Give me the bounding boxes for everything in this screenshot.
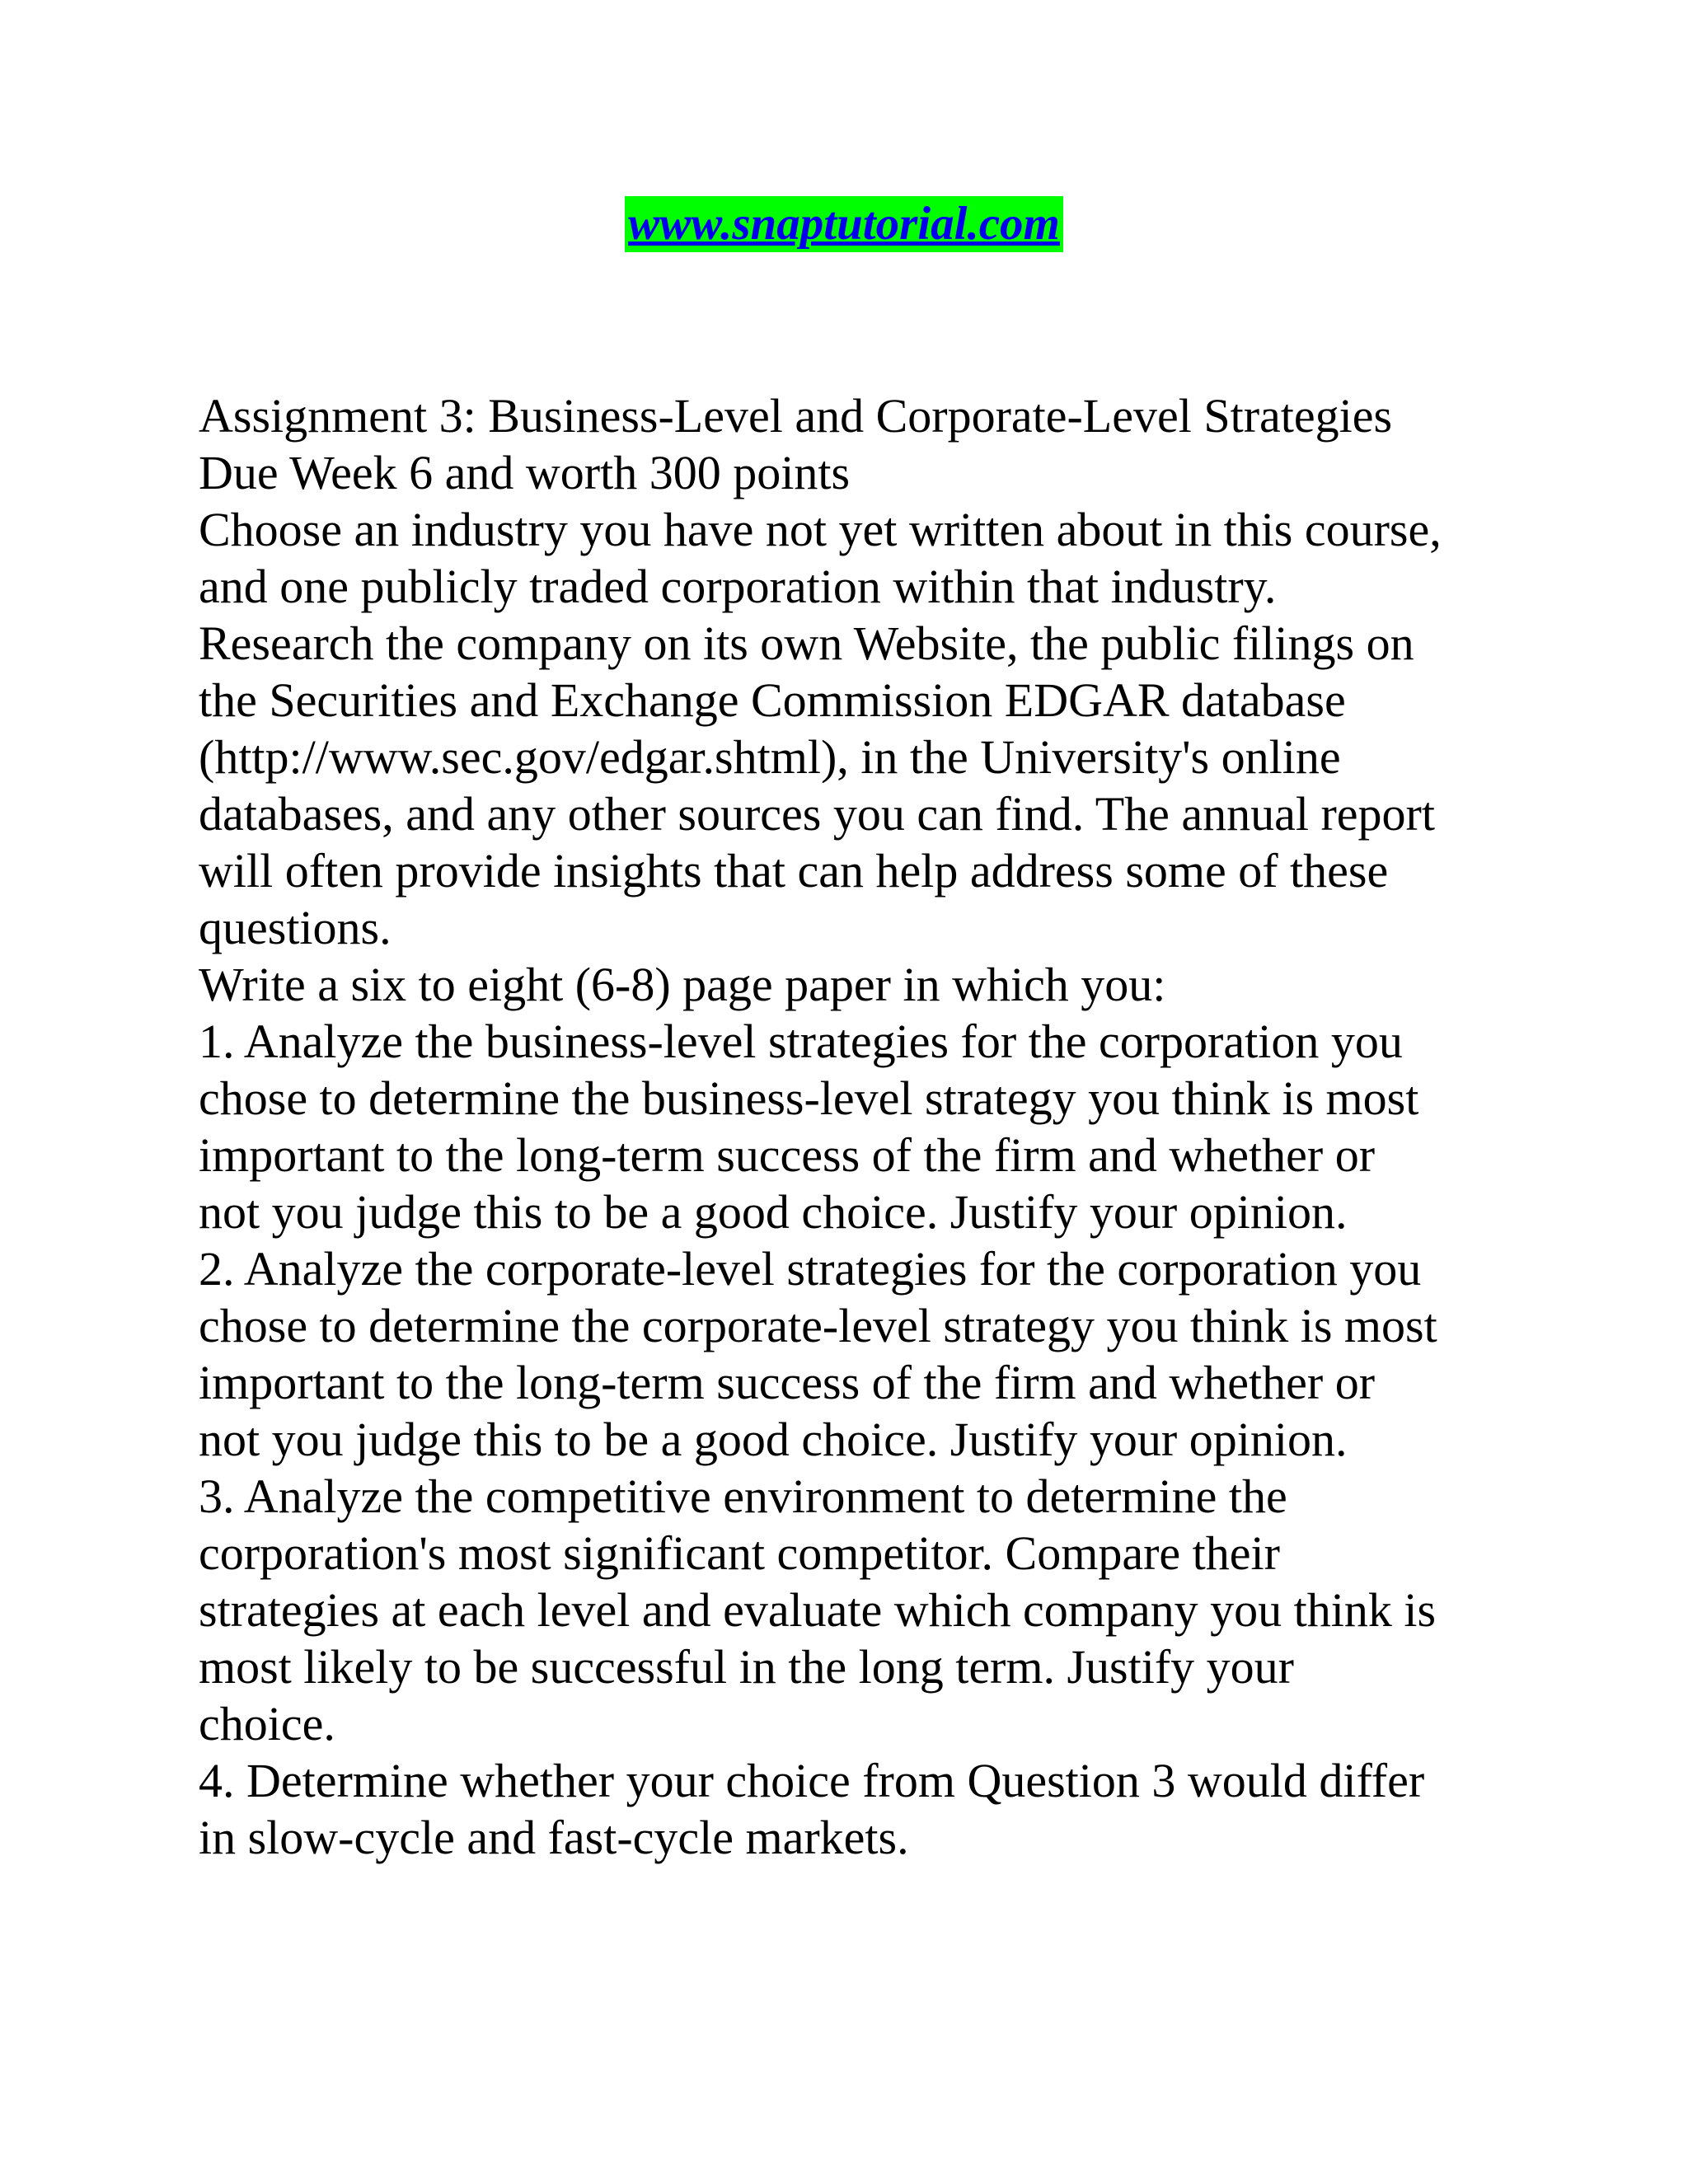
requirement-4-line: 4. Determine whether your choice from Question 3 would differ [199,1754,1425,1807]
body-line: Research the company on its own Website, the public filings on [199,616,1414,670]
requirement-3-line: 3. Analyze the competitive environment to determine the [199,1469,1287,1523]
requirement-1-line: important to the long-term success of the firm and whether or [199,1128,1376,1182]
body-line: and one publicly traded corporation within that industry. [199,560,1277,613]
site-link-container [0,196,1688,252]
body-line: (http://www.sec.gov/edgar.shtml), in the University's online [199,730,1341,784]
requirement-4-line: in slow-cycle and fast-cycle markets. [199,1811,909,1864]
requirement-2-line: not you judge this to be a good choice. Justify your opinion. [199,1413,1348,1466]
assignment-title: Assignment 3: Business-Level and Corporate-Level Strategies [199,389,1393,443]
requirement-3-line: most likely to be successful in the long term. Justify your [199,1640,1294,1694]
body-line: questions. [199,901,392,954]
requirement-3-line: choice. [199,1697,335,1750]
requirement-2-line: chose to determine the corporate-level strategy you think is most [199,1299,1437,1352]
requirement-3-line: strategies at each level and evaluate which company you think is [199,1583,1437,1637]
requirement-1-line: chose to determine the business-level strategy you think is most [199,1071,1419,1125]
body-line: will often provide insights that can help address some of these [199,844,1389,898]
requirement-1-line: 1. Analyze the business-level strategies for the corporation you [199,1015,1403,1068]
requirement-1-line: not you judge this to be a good choice. Justify your opinion. [199,1185,1348,1239]
requirement-3-line: corporation's most significant competitor. Compare their [199,1526,1280,1580]
requirement-2-line: 2. Analyze the corporate-level strategies for the corporation you [199,1242,1422,1296]
due-date-line: Due Week 6 and worth 300 points [199,446,851,499]
site-link[interactable]: www.snaptutorial.com [625,196,1063,252]
instruction-line: Write a six to eight (6-8) page paper in which you: [199,958,1166,1011]
requirement-2-line: important to the long-term success of the firm and whether or [199,1356,1376,1409]
body-line: Choose an industry you have not yet written about in this course, [199,503,1442,556]
body-line: the Securities and Exchange Commission EDGAR database [199,673,1346,727]
body-line: databases, and any other sources you can find. The annual report [199,787,1435,841]
assignment-body [199,387,1517,1866]
